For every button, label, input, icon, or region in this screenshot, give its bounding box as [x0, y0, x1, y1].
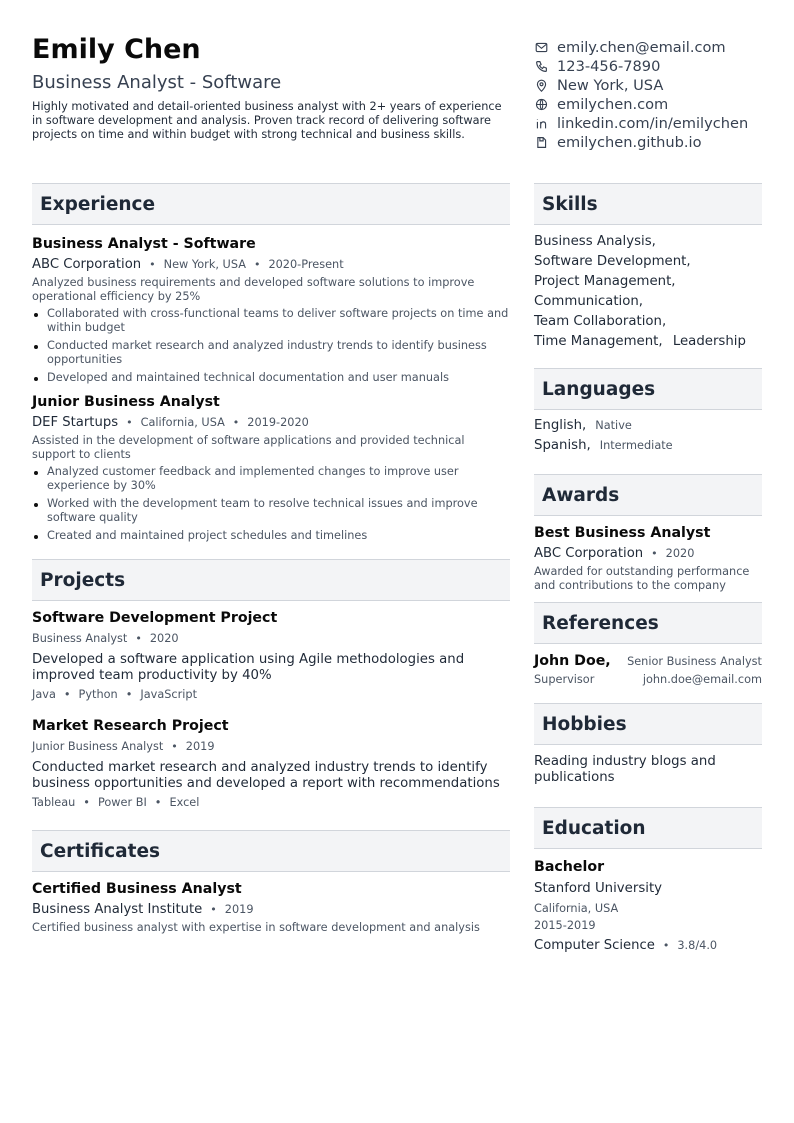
job-title: Junior Business Analyst	[32, 394, 220, 410]
certificate-issuer: Business Analyst Institute	[32, 902, 203, 917]
education-entry	[534, 858, 762, 955]
project-year: 2020	[149, 632, 179, 645]
section-title: Skills	[542, 193, 598, 215]
reference-email[interactable]: john.doe@email.com	[642, 673, 762, 686]
list-item: Created and maintained project schedules and timelines	[32, 529, 510, 543]
list-item: Worked with the development team to resolve technical issues and improve software quality	[32, 497, 510, 525]
section-header-references	[534, 602, 762, 644]
tag: Excel	[169, 796, 200, 809]
phone-icon	[534, 60, 548, 74]
section-header-skills	[534, 183, 762, 225]
tag: Java	[32, 688, 56, 701]
hobbies-text: Reading industry blogs and publications	[534, 754, 716, 785]
field-of-study: Computer Science	[534, 938, 655, 953]
section-title: Languages	[542, 378, 656, 400]
section-header-awards	[534, 474, 762, 516]
company-name: ABC Corporation	[32, 257, 142, 272]
resume-header	[32, 32, 512, 142]
separator-dot: •	[125, 688, 133, 701]
contact-list	[534, 38, 784, 152]
section-header-languages	[534, 368, 762, 410]
reference-entry	[534, 653, 762, 686]
school-location: California, USA	[534, 902, 619, 915]
section-title: Awards	[542, 484, 620, 506]
job-title: Business Analyst - Software	[32, 236, 256, 252]
section-header-education	[534, 807, 762, 849]
tag: JavaScript	[140, 688, 198, 701]
job-location: California, USA	[140, 416, 225, 429]
language-name: English,	[534, 418, 587, 433]
separator-dot: •	[253, 258, 261, 271]
contact-linkedin-text: linkedin.com/in/emilychen	[557, 115, 749, 132]
section-title: Projects	[40, 569, 126, 591]
separator-dot: •	[210, 903, 217, 916]
contact-website-text: emilychen.com	[557, 96, 669, 113]
experience-entry	[32, 393, 510, 543]
section-header-hobbies	[534, 703, 762, 745]
experience-entry	[32, 235, 510, 385]
contact-phone[interactable]	[534, 57, 784, 76]
job-location: New York, USA	[163, 258, 246, 271]
job-summary: Analyzed business requirements and developed software solutions to improve operational efficiency by 25%	[32, 276, 475, 303]
separator-dot: •	[83, 796, 90, 809]
project-tags	[32, 796, 510, 810]
gpa: 3.8/4.0	[677, 939, 718, 952]
profile-summary: Highly motivated and detail-oriented business analyst with 2+ years of experience in software development and analysis. Proven track record of delivering software projects on time and within budget with strong technical and business skills.	[32, 100, 502, 141]
project-tags	[32, 688, 510, 702]
project-role: Business Analyst	[32, 632, 128, 645]
job-summary: Assisted in the development of software applications and provided technical support to clients	[32, 434, 465, 461]
reference-name: John Doe,	[534, 653, 611, 669]
list-item: Developed and maintained technical documentation and user manuals	[32, 371, 510, 385]
separator-dot: •	[154, 796, 162, 809]
project-title: Market Research Project	[32, 718, 229, 734]
certificate-title: Certified Business Analyst	[32, 881, 242, 897]
candidate-name: Emily Chen	[32, 34, 201, 65]
skill-item: Team Collaboration,	[534, 314, 667, 329]
tag: Tableau	[32, 796, 76, 809]
globe-icon	[534, 98, 548, 112]
language-level: Native	[595, 419, 632, 432]
separator-dot: •	[651, 547, 658, 560]
skill-item: Leadership	[672, 334, 746, 349]
linkedin-icon	[534, 117, 548, 131]
award-org: ABC Corporation	[534, 546, 644, 561]
mail-icon	[534, 41, 548, 55]
separator-dot: •	[662, 939, 670, 952]
language-name: Spanish,	[534, 438, 591, 453]
section-title: Education	[542, 817, 646, 839]
reference-title: Senior Business Analyst	[627, 655, 762, 668]
project-description: Conducted market research and analyzed industry trends to identify business opportunities and developed a report with recommendations	[32, 760, 500, 791]
location-icon	[534, 79, 548, 93]
section-title: Hobbies	[542, 713, 627, 735]
tag: Python	[78, 688, 118, 701]
separator-dot: •	[63, 688, 71, 701]
section-header-certificates	[32, 830, 510, 872]
list-item: Analyzed customer feedback and implemented changes to improve user experience by 30%	[32, 465, 510, 493]
reference-relation: Supervisor	[534, 673, 595, 686]
candidate-title: Business Analyst - Software	[32, 72, 282, 93]
contact-github-text: emilychen.github.io	[557, 134, 702, 151]
skill-item: Software Development,	[534, 254, 691, 269]
separator-dot: •	[149, 258, 156, 271]
contact-email[interactable]	[534, 38, 784, 57]
contact-linkedin[interactable]	[534, 114, 784, 133]
skill-item: Time Management,	[534, 334, 663, 349]
list-item: Collaborated with cross-functional teams to deliver software projects on time and within budget	[32, 307, 510, 335]
job-bullets	[32, 307, 510, 385]
contact-location	[534, 76, 784, 95]
award-title: Best Business Analyst	[534, 525, 711, 541]
section-title: References	[542, 612, 659, 634]
github-icon	[534, 136, 548, 150]
job-dates: 2019-2020	[247, 416, 309, 429]
certificate-description: Certified business analyst with expertise in software development and analysis	[32, 921, 480, 934]
project-entry	[32, 609, 510, 702]
contact-location-text: New York, USA	[557, 77, 664, 94]
language-item	[534, 416, 762, 436]
skill-item: Communication,	[534, 294, 644, 309]
section-header-projects	[32, 559, 510, 601]
company-name: DEF Startups	[32, 415, 119, 430]
award-description: Awarded for outstanding performance and contributions to the company	[534, 565, 750, 592]
skills-list	[534, 232, 762, 352]
tag: Power BI	[97, 796, 147, 809]
project-entry	[32, 717, 510, 810]
job-bullets	[32, 465, 510, 543]
separator-dot: •	[171, 740, 178, 753]
project-title: Software Development Project	[32, 610, 278, 626]
contact-phone-text: 123-456-7890	[557, 58, 661, 75]
education-dates: 2015-2019	[534, 919, 596, 932]
separator-dot: •	[232, 416, 240, 429]
project-description: Developed a software application using Agile methodologies and improved team productivity by 40%	[32, 652, 465, 683]
skill-item: Project Management,	[534, 274, 676, 289]
contact-github[interactable]	[534, 133, 784, 152]
award-entry	[534, 524, 762, 593]
list-item: Conducted market research and analyzed industry trends to identify business opportunities	[32, 339, 510, 367]
contact-website[interactable]	[534, 95, 784, 114]
section-title: Certificates	[40, 840, 160, 862]
project-year: 2019	[185, 740, 215, 753]
certificate-year: 2019	[224, 903, 254, 916]
skill-item: Business Analysis,	[534, 234, 656, 249]
job-dates: 2020-Present	[268, 258, 344, 271]
section-title: Experience	[40, 193, 156, 215]
main-column	[32, 183, 510, 935]
award-year: 2020	[665, 547, 695, 560]
section-header-experience	[32, 183, 510, 225]
language-item	[534, 436, 762, 456]
degree: Bachelor	[534, 859, 605, 875]
languages-list	[534, 416, 762, 456]
side-column	[534, 183, 762, 955]
project-role: Junior Business Analyst	[32, 740, 164, 753]
separator-dot: •	[126, 416, 133, 429]
contact-email-text: emily.chen@email.com	[557, 39, 726, 56]
certificate-entry	[32, 880, 510, 935]
language-level: Intermediate	[599, 439, 673, 452]
school-name: Stanford University	[534, 881, 663, 896]
separator-dot: •	[135, 632, 142, 645]
